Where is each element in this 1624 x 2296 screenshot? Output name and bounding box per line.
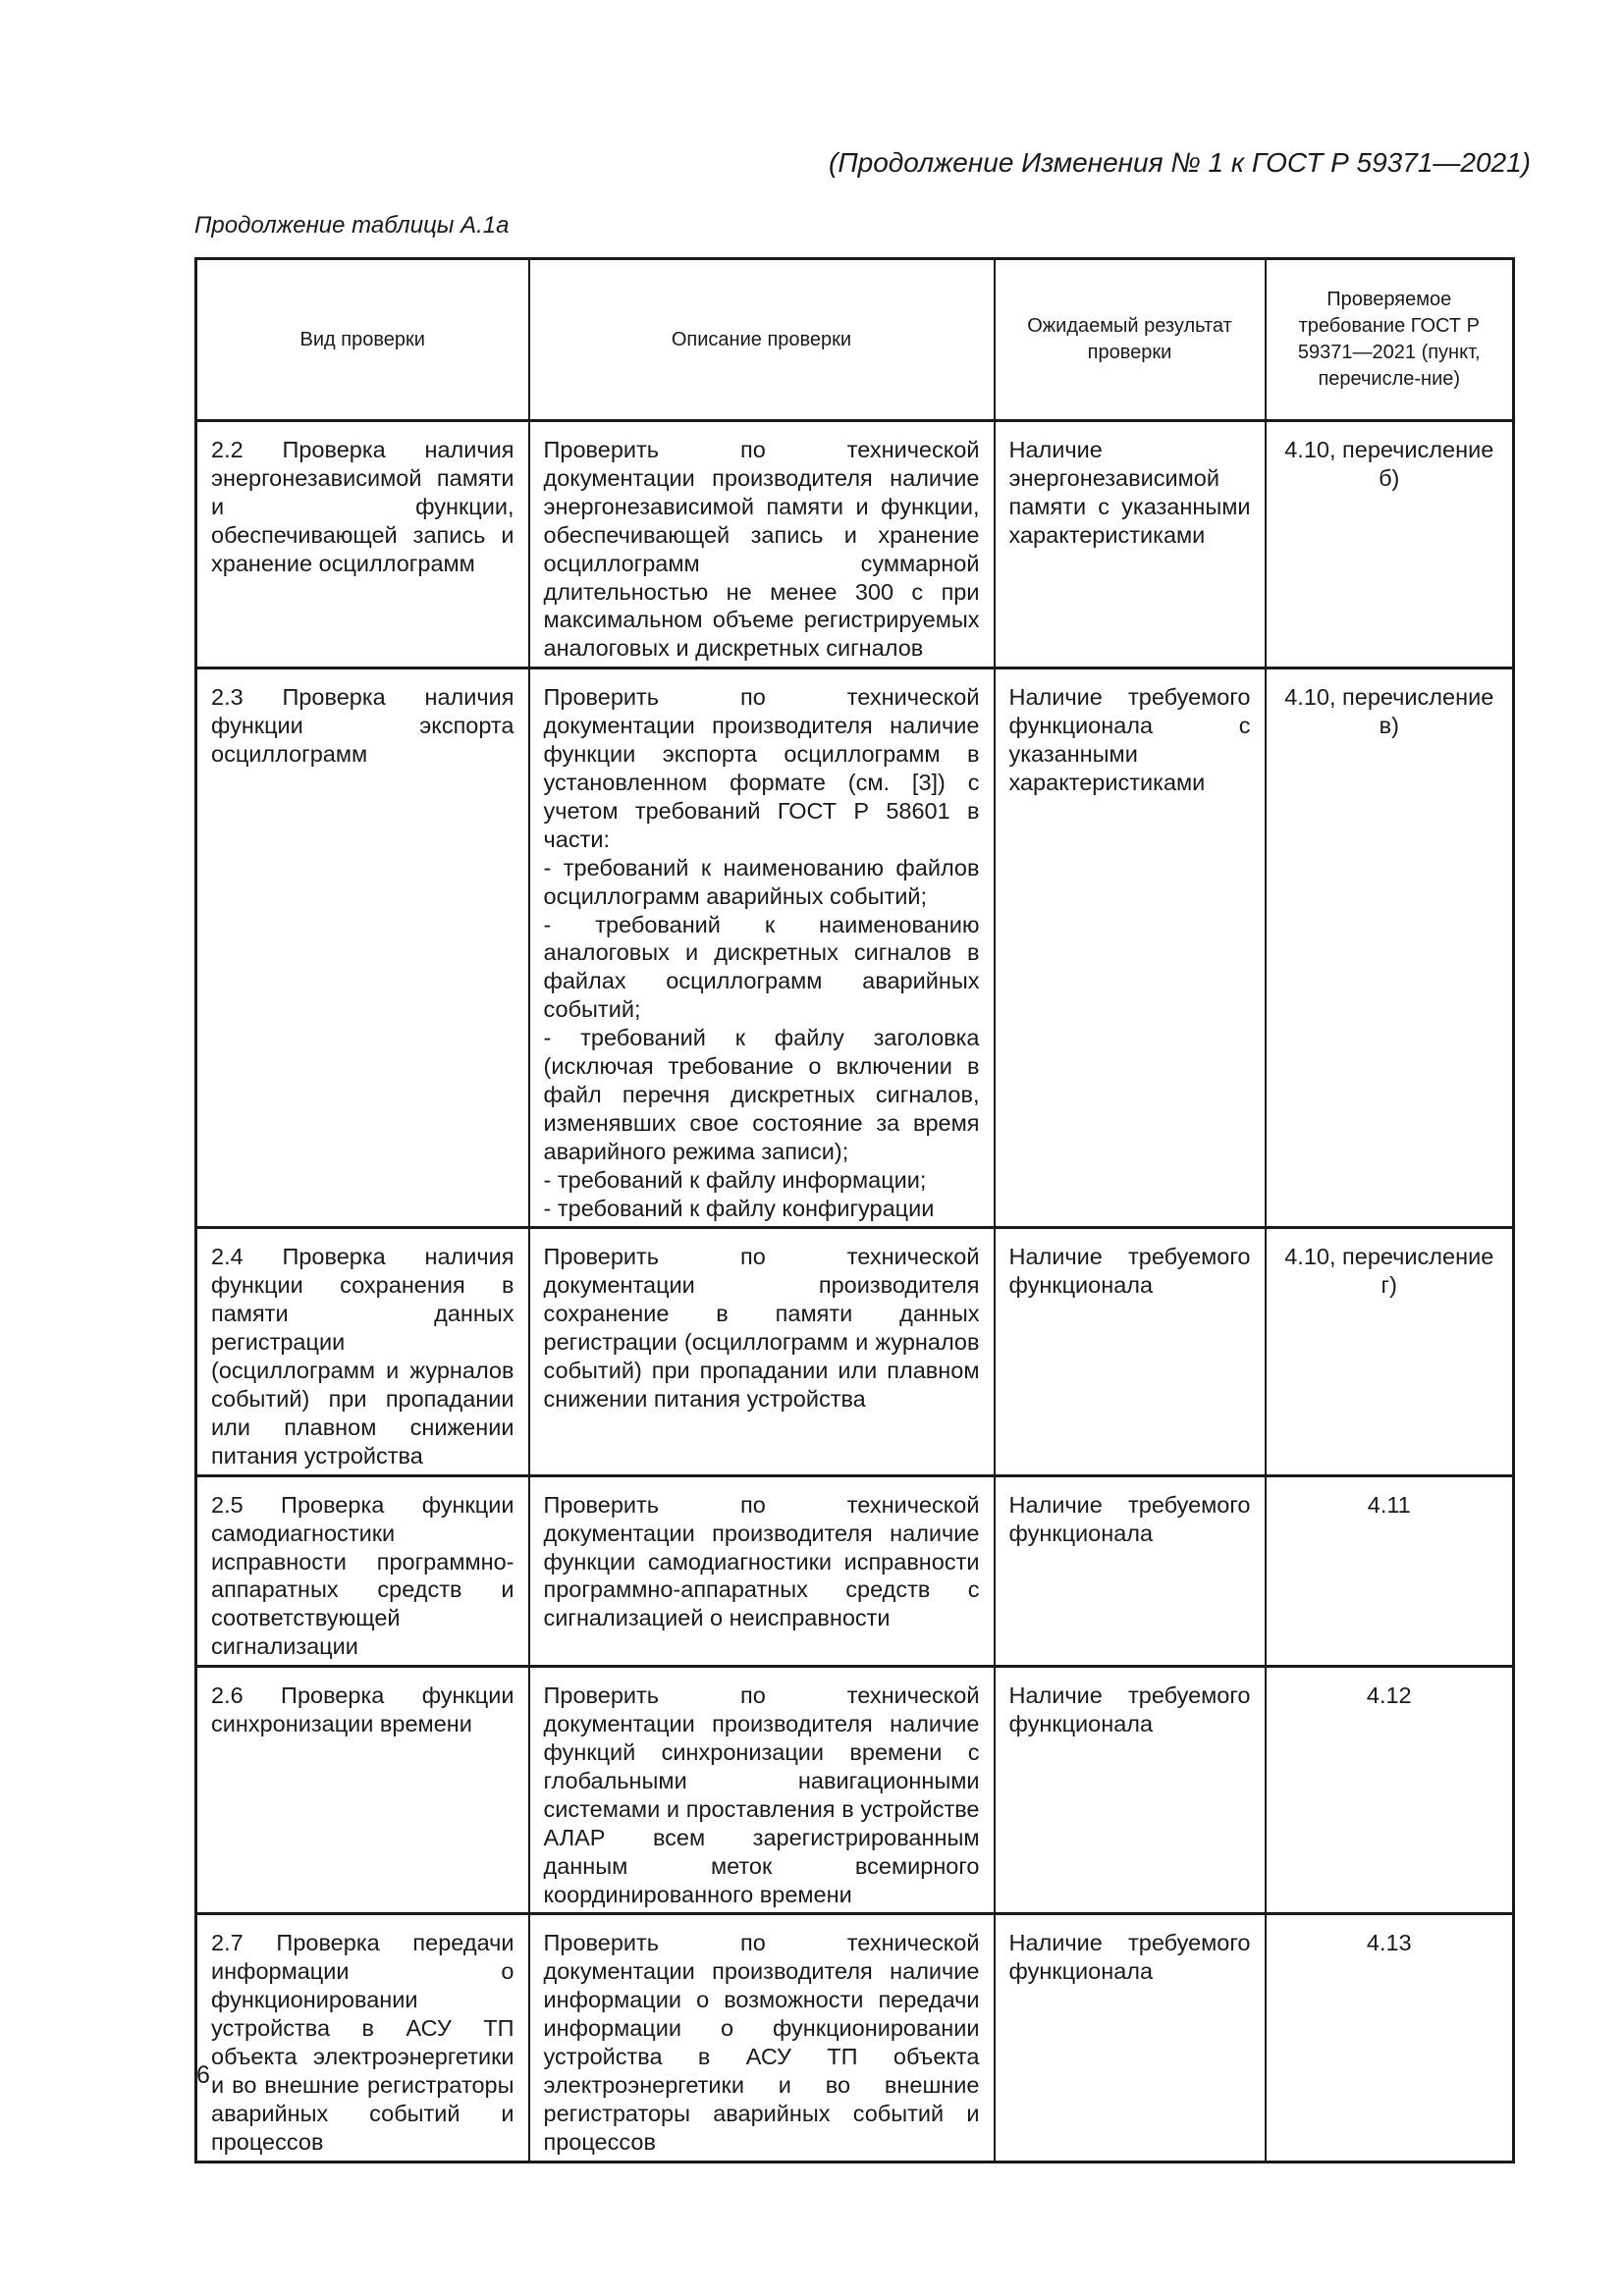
- cell-expected-result: Наличие требуемого функционала: [995, 1475, 1266, 1666]
- cell-check-type: 2.5 Проверка функции самодиагностики исправности программно-аппаратных средств и соответствующей сигнализации: [196, 1475, 529, 1666]
- cell-expected-result: Наличие требуемого функционала: [995, 1667, 1266, 1914]
- cell-requirement: 4.11: [1266, 1475, 1514, 1666]
- cell-description: Проверить по технической документации производителя наличие энергонезависимой памяти и функции, обеспечивающей запись и хранение осциллограмм суммарной длительностью не менее 300 с при максимальном объеме регистрируемых аналоговых и дискретных сигналов: [529, 421, 995, 668]
- table-row: [196, 421, 1514, 668]
- cell-check-type: 2.3 Проверка наличия функции экспорта осциллограмм: [196, 668, 529, 1228]
- cell-expected-result: Наличие требуемого функционала с указанными характеристиками: [995, 668, 1266, 1228]
- cell-description: Проверить по технической документации производителя сохранение в памяти данных регистрации (осциллограмм и журналов событий) при пропадании или плавном снижении питания устройства: [529, 1228, 995, 1475]
- cell-expected-result: Наличие требуемого функционала: [995, 1228, 1266, 1475]
- cell-requirement: 4.13: [1266, 1914, 1514, 2162]
- table-header-row: [196, 259, 1514, 421]
- column-header-description: Описание проверки: [529, 259, 995, 421]
- verification-table: [194, 257, 1515, 2163]
- cell-requirement: 4.10, перечисление в): [1266, 668, 1514, 1228]
- column-header-expected-result: Ожидаемый результат проверки: [995, 259, 1266, 421]
- table-row: [196, 1667, 1514, 1914]
- cell-description: Проверить по технической документации производителя наличие функции самодиагностики исправности программно-аппаратных средств с сигнализацией о неисправности: [529, 1475, 995, 1666]
- table-row: [196, 668, 1514, 1228]
- cell-expected-result: Наличие энергонезависимой памяти с указанными характеристиками: [995, 421, 1266, 668]
- cell-expected-result: Наличие требуемого функционала: [995, 1914, 1266, 2162]
- column-header-requirement: Проверяемое требование ГОСТ Р 59371—2021 (пункт, перечисле-ние): [1266, 259, 1514, 421]
- cell-description: Проверить по технической документации производителя наличие информации о возможности передачи информации о функционировании устройства в АСУ ТП объекта электроэнергетики и во внешние регистраторы аварийных событий и процессов: [529, 1914, 995, 2162]
- table-row: [196, 1228, 1514, 1475]
- cell-check-type: 2.6 Проверка функции синхронизации времени: [196, 1667, 529, 1914]
- table-caption: Продолжение таблицы А.1а: [194, 212, 510, 239]
- cell-check-type: 2.7 Проверка передачи информации о функционировании устройства в АСУ ТП объекта электроэнергетики и во внешние регистраторы аварийных событий и процессов: [196, 1914, 529, 2162]
- cell-description: Проверить по технической документации производителя наличие функции экспорта осциллограмм в установленном формате (см. [3]) с учетом требований ГОСТ Р 58601 в части: - требований к наименованию файлов осциллограмм аварийных событий; - требований к наименованию аналоговых и дискретных сигналов в файлах осциллограмм аварийных событий; - требований к файлу заголовка (исключая требование о включении в файл перечня дискретных сигналов, изменявших свое состояние за время аварийного режима записи); - требований к файлу информации; - требований к файлу конфигурации: [529, 668, 995, 1228]
- cell-requirement: 4.10, перечисление г): [1266, 1228, 1514, 1475]
- cell-description: Проверить по технической документации производителя наличие функций синхронизации времени с глобальными навигационными системами и проставления в устройстве АЛАР всем зарегистрированным данным меток всемирного координированного времени: [529, 1667, 995, 1914]
- table-row: [196, 1914, 1514, 2162]
- document-continuation-title: (Продолжение Изменения № 1 к ГОСТ Р 59371—2021): [829, 147, 1531, 178]
- cell-check-type: 2.4 Проверка наличия функции сохранения в памяти данных регистрации (осциллограмм и журналов событий) при пропадании или плавном снижении питания устройства: [196, 1228, 529, 1475]
- cell-requirement: 4.10, перечисление б): [1266, 421, 1514, 668]
- verification-table-container: [194, 257, 1512, 2163]
- column-header-check-type: Вид проверки: [196, 259, 529, 421]
- cell-requirement: 4.12: [1266, 1667, 1514, 1914]
- table-row: [196, 1475, 1514, 1666]
- page-number: 6: [196, 2061, 210, 2089]
- cell-check-type: 2.2 Проверка наличия энергонезависимой памяти и функции, обеспечивающей запись и хранение осциллограмм: [196, 421, 529, 668]
